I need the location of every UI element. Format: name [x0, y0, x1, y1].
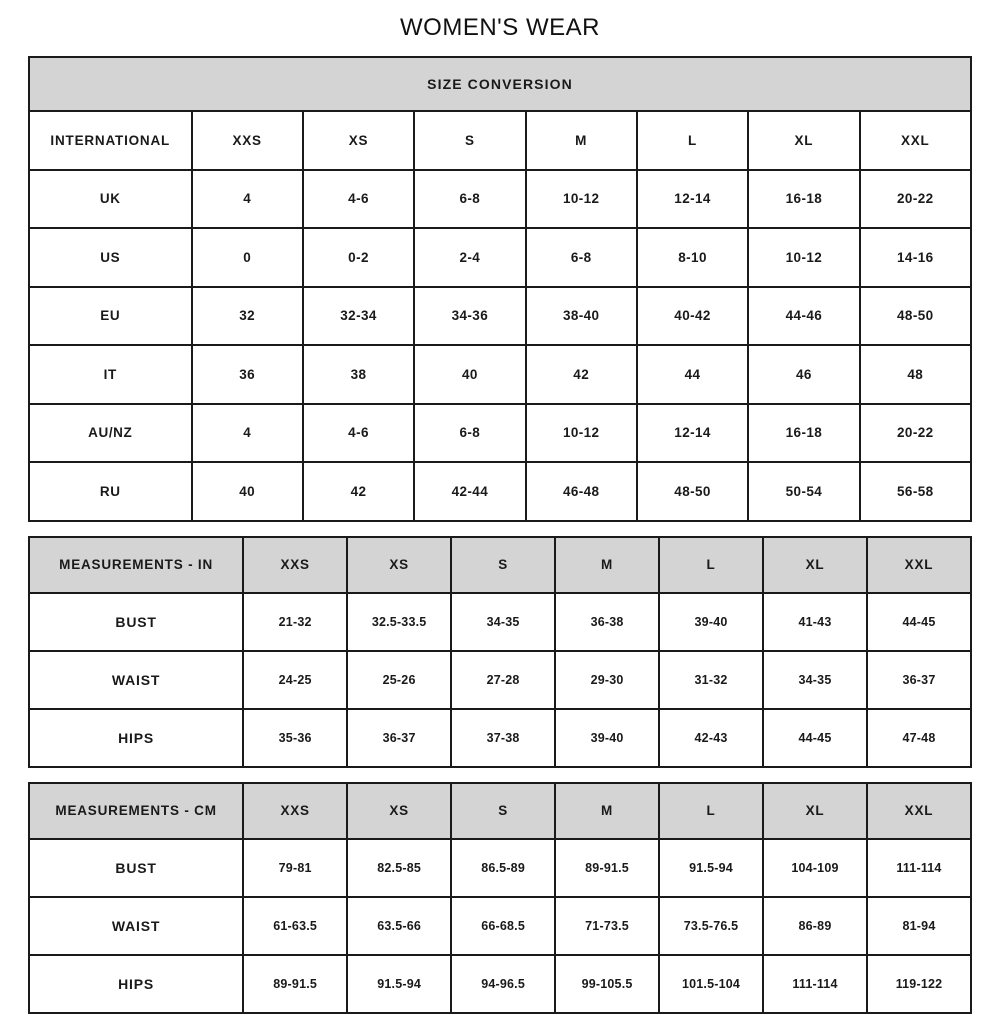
- measurements-cm-table: [28, 782, 972, 1014]
- cell: 63.5-66: [347, 897, 451, 955]
- cell: 46: [748, 345, 859, 404]
- cell: 25-26: [347, 651, 451, 709]
- column-header: L: [659, 537, 763, 593]
- cell: 20-22: [860, 404, 971, 463]
- cell: 16-18: [748, 404, 859, 463]
- cell: 40: [414, 345, 525, 404]
- cell: 44-45: [867, 593, 971, 651]
- cell: 82.5-85: [347, 839, 451, 897]
- row-label: WAIST: [29, 651, 243, 709]
- column-header: XL: [748, 111, 859, 170]
- cell: 42-43: [659, 709, 763, 767]
- cell: 56-58: [860, 462, 971, 521]
- cell: 2-4: [414, 228, 525, 287]
- row-label: US: [29, 228, 192, 287]
- table-row: [29, 955, 971, 1013]
- row-label: EU: [29, 287, 192, 346]
- cell: 71-73.5: [555, 897, 659, 955]
- cell: 42: [303, 462, 414, 521]
- cell: 91.5-94: [347, 955, 451, 1013]
- cell: 111-114: [867, 839, 971, 897]
- cell: 42: [526, 345, 637, 404]
- cell: 32.5-33.5: [347, 593, 451, 651]
- size-conversion-banner: SIZE CONVERSION: [29, 57, 971, 111]
- column-header: INTERNATIONAL: [29, 111, 192, 170]
- cell: 10-12: [526, 404, 637, 463]
- cell: 89-91.5: [555, 839, 659, 897]
- row-label: BUST: [29, 593, 243, 651]
- cell: 66-68.5: [451, 897, 555, 955]
- cell: 41-43: [763, 593, 867, 651]
- column-header: L: [637, 111, 748, 170]
- cell: 36-37: [347, 709, 451, 767]
- cell: 37-38: [451, 709, 555, 767]
- cell: 89-91.5: [243, 955, 347, 1013]
- cell: 8-10: [637, 228, 748, 287]
- page-title: WOMEN'S WEAR: [400, 14, 600, 41]
- cell: 38: [303, 345, 414, 404]
- cell: 0: [192, 228, 303, 287]
- cell: 4: [192, 170, 303, 229]
- cell: 24-25: [243, 651, 347, 709]
- table-row: [29, 462, 971, 521]
- table-row: [29, 287, 971, 346]
- cell: 4-6: [303, 170, 414, 229]
- cell: 50-54: [748, 462, 859, 521]
- table-row: [29, 345, 971, 404]
- cell: 34-35: [451, 593, 555, 651]
- cell: 81-94: [867, 897, 971, 955]
- size-conversion-table: [28, 56, 972, 522]
- cell: 16-18: [748, 170, 859, 229]
- column-header: XL: [763, 783, 867, 839]
- table-row: [29, 651, 971, 709]
- cell: 44-45: [763, 709, 867, 767]
- cell: 35-36: [243, 709, 347, 767]
- cell: 4: [192, 404, 303, 463]
- cell: 6-8: [414, 404, 525, 463]
- column-header: S: [451, 537, 555, 593]
- table-row: [29, 897, 971, 955]
- column-header: MEASUREMENTS - CM: [29, 783, 243, 839]
- cell: 79-81: [243, 839, 347, 897]
- column-header: L: [659, 783, 763, 839]
- row-label: HIPS: [29, 955, 243, 1013]
- table-header-row: [29, 783, 971, 839]
- row-label: RU: [29, 462, 192, 521]
- cell: 104-109: [763, 839, 867, 897]
- row-label: HIPS: [29, 709, 243, 767]
- cell: 99-105.5: [555, 955, 659, 1013]
- cell: 10-12: [526, 170, 637, 229]
- cell: 34-35: [763, 651, 867, 709]
- cell: 14-16: [860, 228, 971, 287]
- column-header: XS: [303, 111, 414, 170]
- column-header: XS: [347, 783, 451, 839]
- column-header: M: [555, 783, 659, 839]
- cell: 6-8: [414, 170, 525, 229]
- table-row: [29, 709, 971, 767]
- cell: 36: [192, 345, 303, 404]
- table-row: [29, 593, 971, 651]
- cell: 94-96.5: [451, 955, 555, 1013]
- column-header: M: [555, 537, 659, 593]
- table-row: [29, 228, 971, 287]
- row-label: UK: [29, 170, 192, 229]
- measurements-inches-table: [28, 536, 972, 768]
- table-row: [29, 170, 971, 229]
- cell: 42-44: [414, 462, 525, 521]
- cell: 119-122: [867, 955, 971, 1013]
- cell: 48-50: [637, 462, 748, 521]
- column-header: XXS: [243, 537, 347, 593]
- column-header: M: [526, 111, 637, 170]
- cell: 0-2: [303, 228, 414, 287]
- cell: 10-12: [748, 228, 859, 287]
- table-header-row: [29, 537, 971, 593]
- cell: 12-14: [637, 404, 748, 463]
- cell: 61-63.5: [243, 897, 347, 955]
- cell: 39-40: [659, 593, 763, 651]
- row-label: BUST: [29, 839, 243, 897]
- cell: 32: [192, 287, 303, 346]
- cell: 27-28: [451, 651, 555, 709]
- cell: 20-22: [860, 170, 971, 229]
- cell: 91.5-94: [659, 839, 763, 897]
- cell: 29-30: [555, 651, 659, 709]
- column-header: XXL: [860, 111, 971, 170]
- cell: 36-37: [867, 651, 971, 709]
- cell: 21-32: [243, 593, 347, 651]
- cell: 44: [637, 345, 748, 404]
- row-label: AU/NZ: [29, 404, 192, 463]
- cell: 86.5-89: [451, 839, 555, 897]
- column-header: S: [451, 783, 555, 839]
- cell: 48-50: [860, 287, 971, 346]
- cell: 39-40: [555, 709, 659, 767]
- column-header: XXL: [867, 783, 971, 839]
- cell: 47-48: [867, 709, 971, 767]
- table-header-row: [29, 111, 971, 170]
- cell: 46-48: [526, 462, 637, 521]
- cell: 31-32: [659, 651, 763, 709]
- cell: 44-46: [748, 287, 859, 346]
- cell: 40-42: [637, 287, 748, 346]
- table-banner-row: [29, 57, 971, 111]
- row-label: WAIST: [29, 897, 243, 955]
- cell: 111-114: [763, 955, 867, 1013]
- column-header: XXS: [192, 111, 303, 170]
- cell: 73.5-76.5: [659, 897, 763, 955]
- column-header: XS: [347, 537, 451, 593]
- table-row: [29, 404, 971, 463]
- column-header: MEASUREMENTS - IN: [29, 537, 243, 593]
- column-header: XXS: [243, 783, 347, 839]
- cell: 6-8: [526, 228, 637, 287]
- cell: 36-38: [555, 593, 659, 651]
- cell: 34-36: [414, 287, 525, 346]
- column-header: XL: [763, 537, 867, 593]
- cell: 32-34: [303, 287, 414, 346]
- cell: 12-14: [637, 170, 748, 229]
- cell: 101.5-104: [659, 955, 763, 1013]
- table-row: [29, 839, 971, 897]
- column-header: XXL: [867, 537, 971, 593]
- cell: 86-89: [763, 897, 867, 955]
- row-label: IT: [29, 345, 192, 404]
- cell: 38-40: [526, 287, 637, 346]
- column-header: S: [414, 111, 525, 170]
- cell: 40: [192, 462, 303, 521]
- cell: 48: [860, 345, 971, 404]
- cell: 4-6: [303, 404, 414, 463]
